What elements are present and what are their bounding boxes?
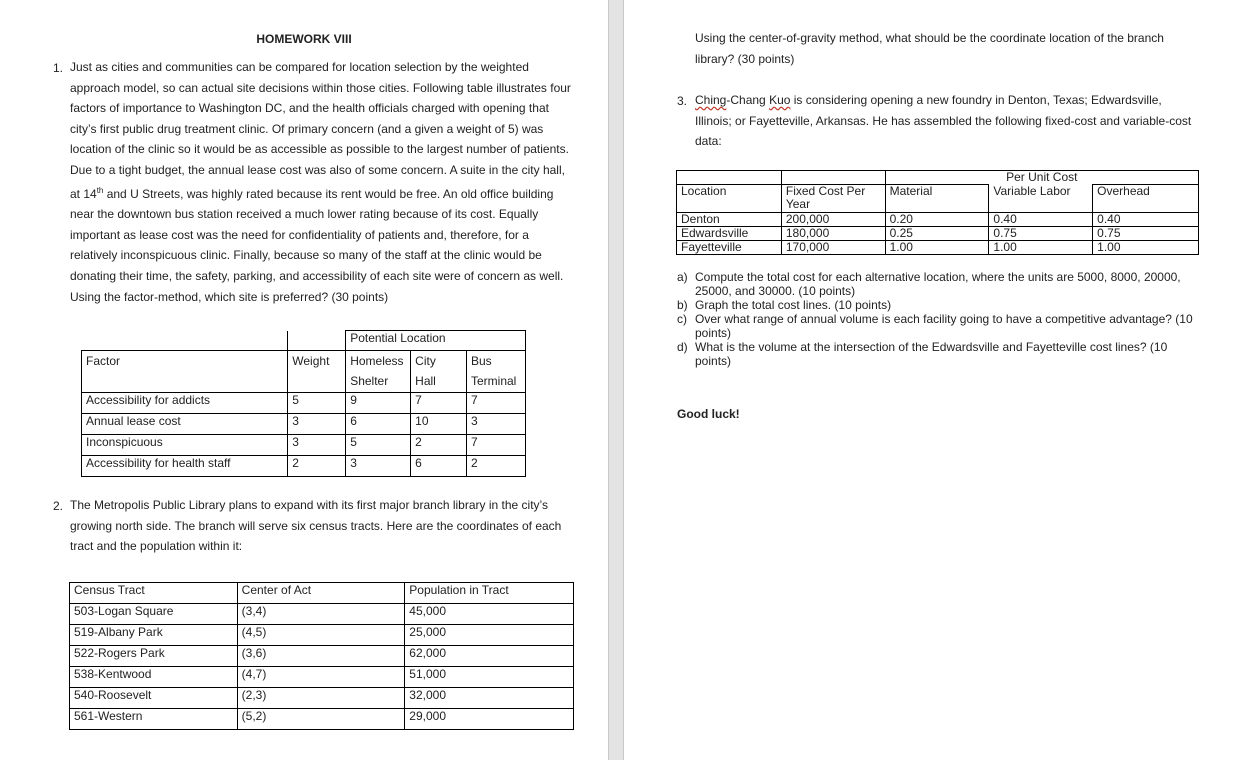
table-row: Edwardsville 180,000 0.25 0.75 0.75 — [677, 227, 1199, 241]
q2-line: tract and the population within it: — [70, 539, 243, 554]
spellcheck-word[interactable]: Kuo — [769, 93, 791, 107]
table-row: Denton 200,000 0.20 0.40 0.40 — [677, 213, 1199, 227]
center-header: Center of Act — [237, 583, 405, 604]
page-title: HOMEWORK VIII — [256, 32, 352, 46]
question-3-text — [695, 90, 1225, 152]
per-unit-cost-header: Per Unit Cost — [885, 171, 1198, 185]
q1-line: city’s first public drug treatment clinic. Of primary concern (and a given a weight of 5) was — [70, 121, 544, 136]
subquestion-list — [677, 270, 1207, 368]
q1-line: Due to a tight budget, the annual lease cost was also of some concern. A suite in the city hall, — [70, 162, 565, 177]
table-row: 522-Rogers Park (3,6) 62,000 — [70, 646, 574, 667]
q3-line: Illinois; or Fayetteville, Arkansas. He has assembled the following fixed-cost and variable-cost — [695, 113, 1192, 128]
q2-cont-line: library? (30 points) — [695, 51, 795, 66]
document-page-right — [624, 0, 1241, 760]
question-1-number: 1. — [53, 61, 64, 75]
census-tract-header: Census Tract — [70, 583, 238, 604]
overhead-header: Overhead — [1093, 185, 1199, 213]
q2-line: growing north side. The branch will serve six census tracts. Here are the coordinates of each — [70, 518, 562, 533]
population-header: Population in Tract — [405, 583, 574, 604]
table-row: 540-Roosevelt (2,3) 32,000 — [70, 688, 574, 709]
closing-text: Good luck! — [677, 407, 740, 421]
q2-line: The Metropolis Public Library plans to expand with its first major branch library in the city’s — [70, 498, 548, 512]
table-row: 519-Albany Park (4,5) 25,000 — [70, 625, 574, 646]
q1-line: Just as cities and communities can be compared for location selection by the weighted — [70, 60, 529, 74]
location-header: Location — [677, 185, 782, 213]
table-row: 538-Kentwood (4,7) 51,000 — [70, 667, 574, 688]
q1-line: donating their time, the safety, parking, and accessibility of each site were of concern as well. — [70, 268, 564, 283]
question-2-continued — [695, 28, 1215, 69]
material-header: Material — [885, 185, 989, 213]
document-page-left — [0, 0, 608, 760]
census-tract-table — [69, 582, 574, 730]
table-row: Accessibility for health staff 2 3 6 2 — [82, 456, 526, 477]
page-gutter — [608, 0, 624, 760]
factor-header: Factor — [82, 351, 288, 393]
bus-terminal-header: Bus Terminal — [466, 351, 525, 393]
subquestion-c: c) Over what range of annual volume is each facility going to have a competitive advantage? (10 points) — [677, 312, 1193, 340]
cost-table — [676, 170, 1199, 255]
q1-line: location of the clinic so it would be as accessible as possible to the largest number of patients. — [70, 142, 569, 157]
q1-line: important as lease cost was the need for confidentiality of patients and, therefore, for a — [70, 227, 529, 242]
homeless-shelter-header: Homeless Shelter — [346, 351, 411, 393]
question-3-number: 3. — [677, 94, 688, 108]
q1-line: factors of importance to Washington DC, and the health officials charged with opening that — [70, 101, 549, 116]
q1-line: Using the factor-method, which site is preferred? (30 points) — [70, 289, 389, 304]
table-row: Accessibility for addicts 5 9 7 7 — [82, 393, 526, 414]
question-2-text — [70, 495, 590, 557]
variable-labor-header: Variable Labor — [989, 185, 1093, 213]
fixed-cost-header: Fixed Cost Per Year — [781, 185, 885, 213]
potential-location-header: Potential Location — [346, 331, 526, 351]
q3-line: Ching-Chang Kuo is considering opening a new foundry in Denton, Texas; Edwardsville, — [695, 93, 1162, 107]
subquestion-b: b) Graph the total cost lines. (10 points) — [677, 298, 892, 312]
factor-rating-table — [81, 330, 526, 477]
q3-line: data: — [695, 134, 722, 149]
q1-line-with-superscript: at 14th and U Streets, was highly rated because its rent would be free. An old office building — [70, 185, 554, 201]
subquestion-a: a) Compute the total cost for each alternative location, where the units are 5000, 8000, 20000, 25000, and 30000. (10 points) — [677, 270, 1181, 298]
table-row: 561-Western (5,2) 29,000 — [70, 709, 574, 730]
table-row: 503-Logan Square (3,4) 45,000 — [70, 604, 574, 625]
subquestion-d: d) What is the volume at the intersection of the Edwardsville and Fayetteville cost lines? (10 points) — [677, 340, 1168, 368]
table-row: Inconspicuous 3 5 2 7 — [82, 435, 526, 456]
question-1-text — [70, 57, 590, 307]
weight-header: Weight — [288, 351, 346, 393]
q2-cont-line: Using the center-of-gravity method, what should be the coordinate location of the branch — [695, 31, 1164, 45]
spellcheck-word[interactable]: Ching — [695, 93, 727, 107]
q1-line: near the downtown bus station received a much lower rating because of its cost. Equally — [70, 207, 539, 222]
q1-line: relatively inconspicuous clinic. Finally, because so many of the staff at the clinic would be — [70, 248, 542, 263]
table-row: Annual lease cost 3 6 10 3 — [82, 414, 526, 435]
question-2-number: 2. — [53, 499, 64, 513]
city-hall-header: City Hall — [411, 351, 467, 393]
q1-line: approach model, so can actual site decisions within those cities. Following table illustrates four — [70, 80, 571, 95]
table-row: Fayetteville 170,000 1.00 1.00 1.00 — [677, 241, 1199, 255]
